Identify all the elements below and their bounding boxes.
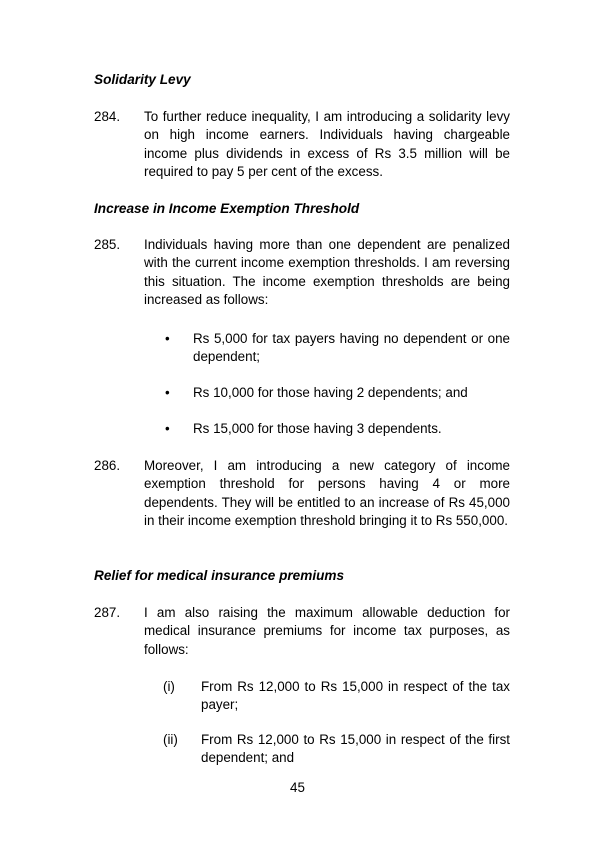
bullet-marker: • (165, 421, 170, 436)
page-number: 45 (290, 780, 305, 795)
roman-item-text: From Rs 12,000 to Rs 15,000 in respect of the first dependent; and (201, 732, 510, 766)
paragraph-number: 287. (94, 605, 121, 620)
paragraph-number: 286. (94, 458, 121, 473)
bullet-text: Rs 15,000 for those having 3 dependents. (193, 421, 442, 436)
paragraph-285 (94, 236, 510, 310)
section-heading-exemption-threshold: Increase in Income Exemption Threshold (94, 201, 360, 216)
roman-numeral: (ii) (163, 732, 178, 747)
paragraph-number: 284. (94, 109, 121, 124)
roman-numeral: (i) (163, 679, 175, 694)
section-heading-solidarity-levy: Solidarity Levy (94, 72, 191, 87)
paragraph-text: Individuals having more than one dependent are penalized with the current income exemption thresholds. I am reversing this situation. The income exemption thresholds are being increased as follows: (144, 237, 510, 308)
section-heading-medical-insurance: Relief for medical insurance premiums (94, 568, 345, 583)
roman-item-text: From Rs 12,000 to Rs 15,000 in respect of the tax payer; (201, 679, 510, 713)
bullet-marker: • (165, 385, 170, 400)
paragraph-286 (94, 457, 510, 531)
bullet-text: Rs 5,000 for tax payers having no dependent or one dependent; (193, 331, 510, 365)
roman-list-item (163, 731, 510, 768)
paragraph-text: To further reduce inequality, I am introducing a solidarity levy on high income earners. Individuals having chargeable income plus dividends in excess of Rs 3.5 million will be required to pay 5 per cent of the excess. (144, 109, 510, 180)
bullet-item (165, 330, 510, 367)
paragraph-number: 285. (94, 237, 121, 252)
bullet-item (165, 420, 510, 438)
bullet-text: Rs 10,000 for those having 2 dependents; and (193, 385, 468, 400)
paragraph-287 (94, 604, 510, 659)
bullet-item (165, 384, 510, 402)
bullet-marker: • (165, 331, 170, 346)
paragraph-text: I am also raising the maximum allowable deduction for medical insurance premiums for income tax purposes, as follows: (144, 605, 510, 657)
paragraph-text: Moreover, I am introducing a new category of income exemption threshold for persons having 4 or more dependents. They will be entitled to an increase of Rs 45,000 in their income exemption threshold bringing it to Rs 550,000. (144, 458, 510, 529)
paragraph-284 (94, 108, 510, 182)
roman-list-item (163, 678, 510, 715)
